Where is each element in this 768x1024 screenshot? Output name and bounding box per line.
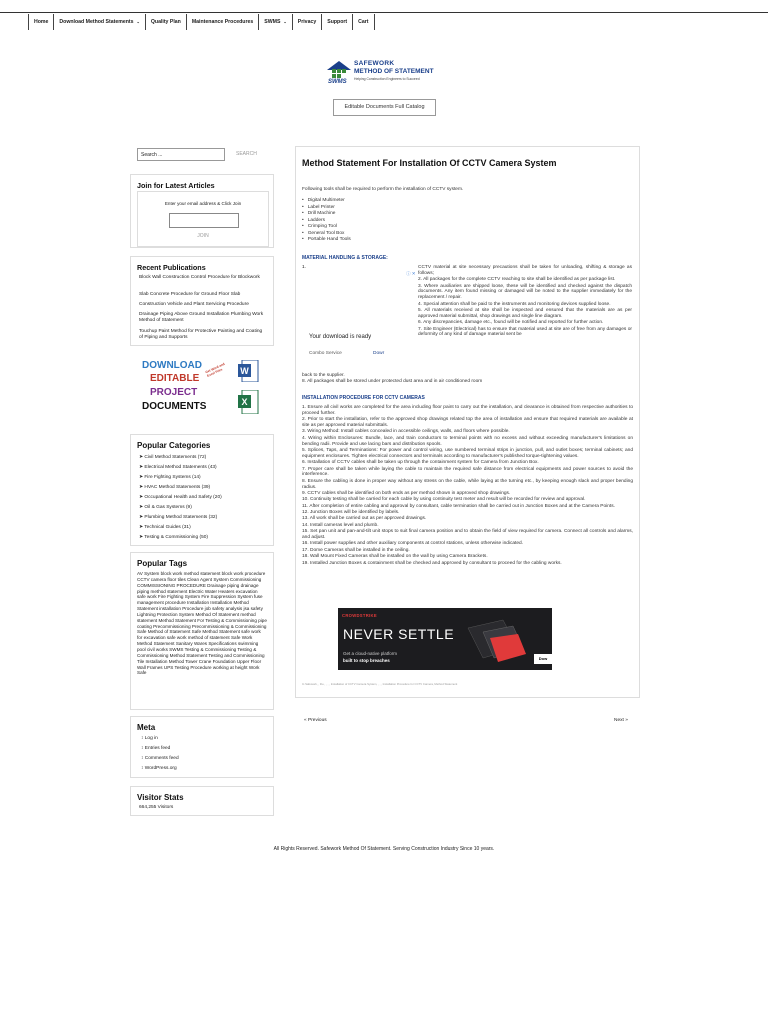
catalog-button[interactable]: Editable Documents Full Catalog — [333, 99, 436, 116]
category-item[interactable] — [139, 515, 217, 520]
category-item[interactable] — [139, 525, 191, 530]
ad-subtext-bold: built to stop breaches — [343, 658, 390, 663]
category-label: HVAC Method Statements (39) — [144, 485, 211, 490]
list-item: 2. All packages for the complete CCTV reaching to site shall be identified as per package list. — [418, 277, 616, 283]
handling-list — [418, 265, 632, 339]
nav-label: Download Method Statements — [59, 19, 134, 25]
banner-stamp: Get Word and Excel Files — [204, 361, 226, 378]
list-item: 11. After completion of entire cabling and approval by consultant, cable termination shall be carried out in Junction Boxes and at the Camera Points. — [302, 503, 615, 509]
arrow-icon: ↕ — [141, 736, 144, 741]
meta-label: WordPress.org — [144, 766, 177, 771]
list-number: 1. — [302, 265, 307, 270]
logo-line1: SAFEWORK — [354, 60, 395, 67]
logo-tagline: Helping Construction Engineers to Succeed — [354, 77, 420, 81]
post-tags: In Safework, , the , , , , Installation of CCTV Camera System, , , , Installation Procedure for CCTV Camera, Method Statement — [302, 682, 458, 686]
site-logo[interactable] — [326, 60, 444, 88]
install-list — [302, 405, 633, 567]
folder-icon: ➤ — [139, 495, 144, 500]
list-item: 3. Wiring Method: Install cables concealed in accessible ceilings, walls, and floors where possible. — [302, 429, 510, 435]
category-item[interactable] — [139, 465, 217, 470]
list-item: 1. Ensure all civil works are completed for the area including floor paint to carry out the installation, and clearance is obtained from respective authorities to proceed further. — [302, 405, 633, 416]
recent-item[interactable]: Block Wall Construction Control Procedure for Blockwork — [139, 275, 260, 280]
categories-widget — [130, 434, 274, 546]
ad-headline: NEVER SETTLE — [343, 626, 455, 642]
folder-icon: ➤ — [139, 465, 144, 470]
list-item: 9. CCTV cables shall be identified on both ends as per method shown in approved shop drawings. — [302, 490, 511, 496]
nav-label: SWMS — [264, 19, 281, 25]
nav-item-quality-plan[interactable] — [145, 14, 186, 30]
list-item: • Ladders — [302, 218, 351, 225]
folder-icon: ➤ — [139, 515, 144, 520]
list-item: 14. Install cameras level and plumb. — [302, 522, 379, 528]
email-field[interactable] — [169, 213, 239, 228]
main-nav — [28, 14, 375, 30]
nav-item-home[interactable] — [28, 14, 53, 30]
list-item: 18. Wall Mount Fixed Cameras shall be installed on the wall by using Camera Brackets. — [302, 554, 488, 560]
top-border — [0, 12, 768, 13]
nav-item-download[interactable] — [53, 14, 144, 30]
category-item[interactable] — [139, 535, 208, 540]
category-label: Testing & Commissioning (50) — [144, 535, 208, 540]
join-form — [137, 191, 269, 247]
tag-cloud[interactable]: AV System block work method statement block work procedure CCTV camera floor tiles Clean Agent System Commissioning COMMISSIONING PROCEDURE Drainage piping drainage piping method statement Electric Water Heaters excavation safe work Fire Fighting System Fire Suppression System fuse management procedure Installation Installation Method Statement installation Procedure job safety analysis jsa safety Lightning Protection System Method Of Statement method statement Method Statement For Testing & Commissioning pipe coating Precommissioning Precommissioning & Commissioning Safe Method of Statement Safe Method Statement safe work for excavation safe work method of statement Safe Work Method Statement Sanitary Wares Specifications swimming pool civil works SWMS Testing & Commissioning Testing & Commissioning Method Statement Testing and Commissioning Tile Installation Method Tower Crane Foundation Upper Floor Wall Frames UPS Testing Procedure working at height Work Safe — [137, 571, 267, 676]
chevron-down-icon: ⌄ — [136, 19, 140, 24]
handling-tail — [302, 373, 633, 386]
list-item: 7. Site Engineer (Electrical) has to ensure that material used at site are of free from any damages or deformity of any kind of damage material sent be — [418, 326, 632, 338]
recent-widget — [130, 256, 274, 346]
banner-line: PROJECT — [150, 387, 198, 398]
list-item: • Portable Hand Tools — [302, 237, 351, 244]
list-item: CCTV material at site necessary precautions shall be taken for unloading, shifting & storage as follows; — [418, 265, 632, 276]
article-title: Method Statement For Installation Of CCTV Camera System — [302, 158, 557, 168]
excel-file-icon — [238, 390, 260, 414]
list-item: 2. Prior to start the installation, refer to the approved shop drawings related top the area of installation and ensure that required materials are available at site as per approved material submittals. — [302, 417, 633, 428]
tags-widget — [130, 552, 274, 710]
stats-widget — [130, 786, 274, 816]
folder-icon: ➤ — [139, 455, 144, 460]
join-button[interactable]: JOIN — [197, 233, 209, 239]
next-post-link[interactable]: Next » — [614, 718, 628, 723]
logo-line2: METHOD OF STATEMENT — [354, 68, 434, 75]
crowdstrike-ad[interactable] — [338, 608, 552, 670]
visitor-count: 664,255 Visitors — [139, 805, 174, 810]
tools-list — [302, 198, 351, 244]
meta-link-entries[interactable] — [141, 746, 170, 751]
nav-label: Maintenance Procedures — [191, 19, 254, 25]
download-ready-text: Your download is ready — [309, 334, 372, 340]
meta-label: Log in — [144, 736, 158, 741]
recent-item[interactable]: Drainage Piping Above Ground Installation Plumbing Work Method of Statement — [139, 312, 264, 324]
ad-close-icon[interactable]: ⓘ ✕ — [406, 271, 416, 276]
nav-label: Home — [34, 19, 49, 25]
category-label: Plumbing Method Statements (32) — [144, 515, 218, 520]
join-widget — [130, 174, 274, 248]
category-label: Occupational Health and Safety (20) — [144, 495, 222, 500]
folder-icon: ➤ — [139, 535, 144, 540]
list-item: 17. Dome Cameras shall be installed in the ceiling. — [302, 547, 410, 553]
list-item: 5. Splices, Taps, and Terminations: For power and control wiring, use numbered terminal strips in junction, pull, and outlet boxes; terminal cabinets; and equipment enclosures. Tighten electrical connectors and terminals according to manufacturer's published torque-tightening values. — [302, 447, 633, 459]
list-item: 6. Any discrepancies, damage etc., found will be notified and reported for further action. — [418, 320, 604, 326]
list-item: 5. All materials received at site shall be inspected and ensured that the materials are as per approved material submittal, shop drawings and single line diagram. — [418, 307, 632, 319]
nav-item-maintenance[interactable] — [186, 14, 258, 30]
section-heading: INSTALLATION PROCEDURE FOR CCTV CAMERAS — [302, 395, 425, 401]
category-item[interactable] — [139, 485, 210, 490]
word-file-icon — [238, 360, 260, 382]
category-label: Civil Method Statements (72) — [144, 455, 207, 460]
banner-line: DOCUMENTS — [142, 401, 207, 412]
recent-item[interactable]: Slab Concrete Procedure for Ground Floor Slab — [139, 292, 241, 297]
list-item: 3. Where auxiliaries are shipped loose, these will be identified and checked against the dispatch documents. Any item found missing or damaged will be noted to the supplier immediately for the replacement / repair. — [418, 283, 632, 301]
meta-label: Comments feed — [144, 756, 179, 761]
list-item: 6. Installation of CCTV cables shall be taken up through the containment system for Camera from Junction Box. — [302, 460, 539, 466]
list-item: • Drill Machine — [302, 211, 351, 218]
folder-icon: ➤ — [139, 525, 144, 530]
category-item[interactable] — [139, 505, 192, 510]
widget-title: Popular Tags — [137, 559, 188, 568]
join-prompt: Enter your email address & Click Join — [164, 201, 242, 206]
category-label: Electrical Method Statements (43) — [144, 465, 217, 470]
list-item: 15. Set pan unit and pan-and-tilt unit stops to suit final camera position and to obtain the field of view required for camera. Connect all controls and alarms, and adjust. — [302, 529, 633, 541]
category-item[interactable] — [139, 495, 222, 500]
widget-title: Popular Categories — [137, 441, 211, 450]
list-item: • Label Printer — [302, 205, 351, 212]
banner-line: EDITABLE — [150, 373, 200, 384]
previous-post-link[interactable]: « Previous — [304, 718, 327, 723]
arrow-icon: ↕ — [141, 746, 144, 751]
arrow-icon: ↕ — [141, 766, 144, 771]
list-item: 19. Installed Junction Boxes & containment shall be checked and approved by consultant to proceed for the cabling works. — [302, 560, 562, 566]
search-button[interactable]: SEARCH — [236, 151, 257, 157]
widget-title: Join for Latest Articles — [137, 181, 215, 190]
nav-label: Privacy — [297, 19, 317, 25]
list-item: • Crimping Tool — [302, 224, 351, 231]
nav-item-cart[interactable] — [352, 14, 374, 30]
svg-text:X: X — [241, 397, 248, 407]
logo-abbr: SWMS — [328, 79, 347, 85]
folder-icon: ➤ — [139, 505, 144, 510]
ad-subtext: Get a cloud-native platform — [343, 651, 398, 656]
list-item: 13. All work shall be carried out as per approved drawings. — [302, 516, 427, 522]
category-label: Technical Guides (31) — [144, 525, 191, 530]
nav-item-privacy[interactable] — [292, 14, 321, 30]
list-item: back to the supplier. — [302, 373, 345, 378]
search-input[interactable]: Search ... — [137, 148, 225, 161]
list-item: 8. All packages shall be stored under protected dust area and in air conditioned room — [302, 379, 483, 385]
ad-download-button[interactable]: Dow — [534, 654, 552, 664]
banner-line: DOWNLOAD — [142, 360, 202, 371]
combo-service-label: Combo Service — [309, 351, 342, 356]
list-item: 16. Install power supplies and other auxiliary components at control stations, unless otherwise indicated. — [302, 541, 524, 547]
folder-icon: ➤ — [139, 475, 144, 480]
widget-title: Recent Publications — [137, 263, 206, 272]
list-item: 4. Special attention shall be paid to the instruments and monitoring devices supplied loose. — [418, 301, 611, 307]
category-label: Fire Fighting Systems (14) — [144, 475, 201, 480]
list-item: 8. Ensure the cabling is done in proper way without any stress on the cable, while laying at the turning etc., by keeping enough slack and proper bending radius. — [302, 478, 633, 490]
list-item: 12. Junction Boxes will be identified by labels. — [302, 510, 400, 516]
nav-label: Support — [327, 19, 348, 25]
folder-icon: ➤ — [139, 485, 144, 490]
ad-download-link[interactable]: Dowr — [373, 351, 385, 356]
site-footer: All Rights Reserved. Safework Method Of Statement. Serving Construction Industry Since 10 years. — [273, 846, 495, 852]
svg-text:W: W — [240, 366, 249, 376]
ad-report-image — [458, 618, 528, 666]
nav-label: Quality Plan — [150, 19, 181, 25]
ad-brand: CROWDSTRIKE — [342, 613, 377, 618]
meta-link-comments[interactable] — [141, 756, 179, 761]
list-item: • Digital Multimeter — [302, 198, 351, 205]
widget-title: Visitor Stats — [137, 793, 184, 802]
list-item: 10. Continuity testing shall be carried for each cable by using continuity test meter and result will be recorded for review and approval. — [302, 497, 586, 503]
category-label: Oil & Gas Systems (9) — [144, 505, 192, 510]
article-intro: Following tools shall be required to perform the installation of CCTV system. — [302, 187, 464, 192]
nav-label: Cart — [358, 19, 369, 25]
section-heading: MATERIAL HANDLING & STORAGE: — [302, 255, 388, 261]
list-item: 4. Wiring within Enclosures: Bundle, lace, and train conductors to terminal points with no excess and without exceeding manufacturer's limitations on bending radii. Provide and use lacing bars and distribution spools. — [302, 435, 633, 447]
widget-title: Meta — [137, 723, 156, 732]
meta-widget — [130, 716, 274, 778]
recent-item[interactable]: Touchup Paint Method for Protective Painting and Coating of Piping and Supports — [139, 329, 263, 341]
arrow-icon: ↕ — [141, 756, 144, 761]
meta-label: Entries feed — [144, 746, 171, 751]
nav-item-support[interactable] — [321, 14, 352, 30]
list-item: 7. Proper care shall be taken while laying the cable to maintain the required safe distance from electrical equipments and power sources to avoid the interference. — [302, 466, 633, 478]
meta-link-wordpress[interactable] — [141, 766, 177, 771]
chevron-down-icon: ⌄ — [283, 19, 287, 24]
category-item[interactable] — [139, 475, 201, 480]
category-item[interactable] — [139, 455, 206, 460]
nav-item-swms[interactable] — [258, 14, 292, 30]
meta-link-login[interactable] — [141, 736, 158, 741]
recent-item[interactable]: Construction Vehicle and Plant Servicing Procedure — [139, 302, 249, 307]
list-item: • General Tool Box — [302, 231, 351, 238]
download-documents-banner[interactable] — [138, 358, 266, 416]
